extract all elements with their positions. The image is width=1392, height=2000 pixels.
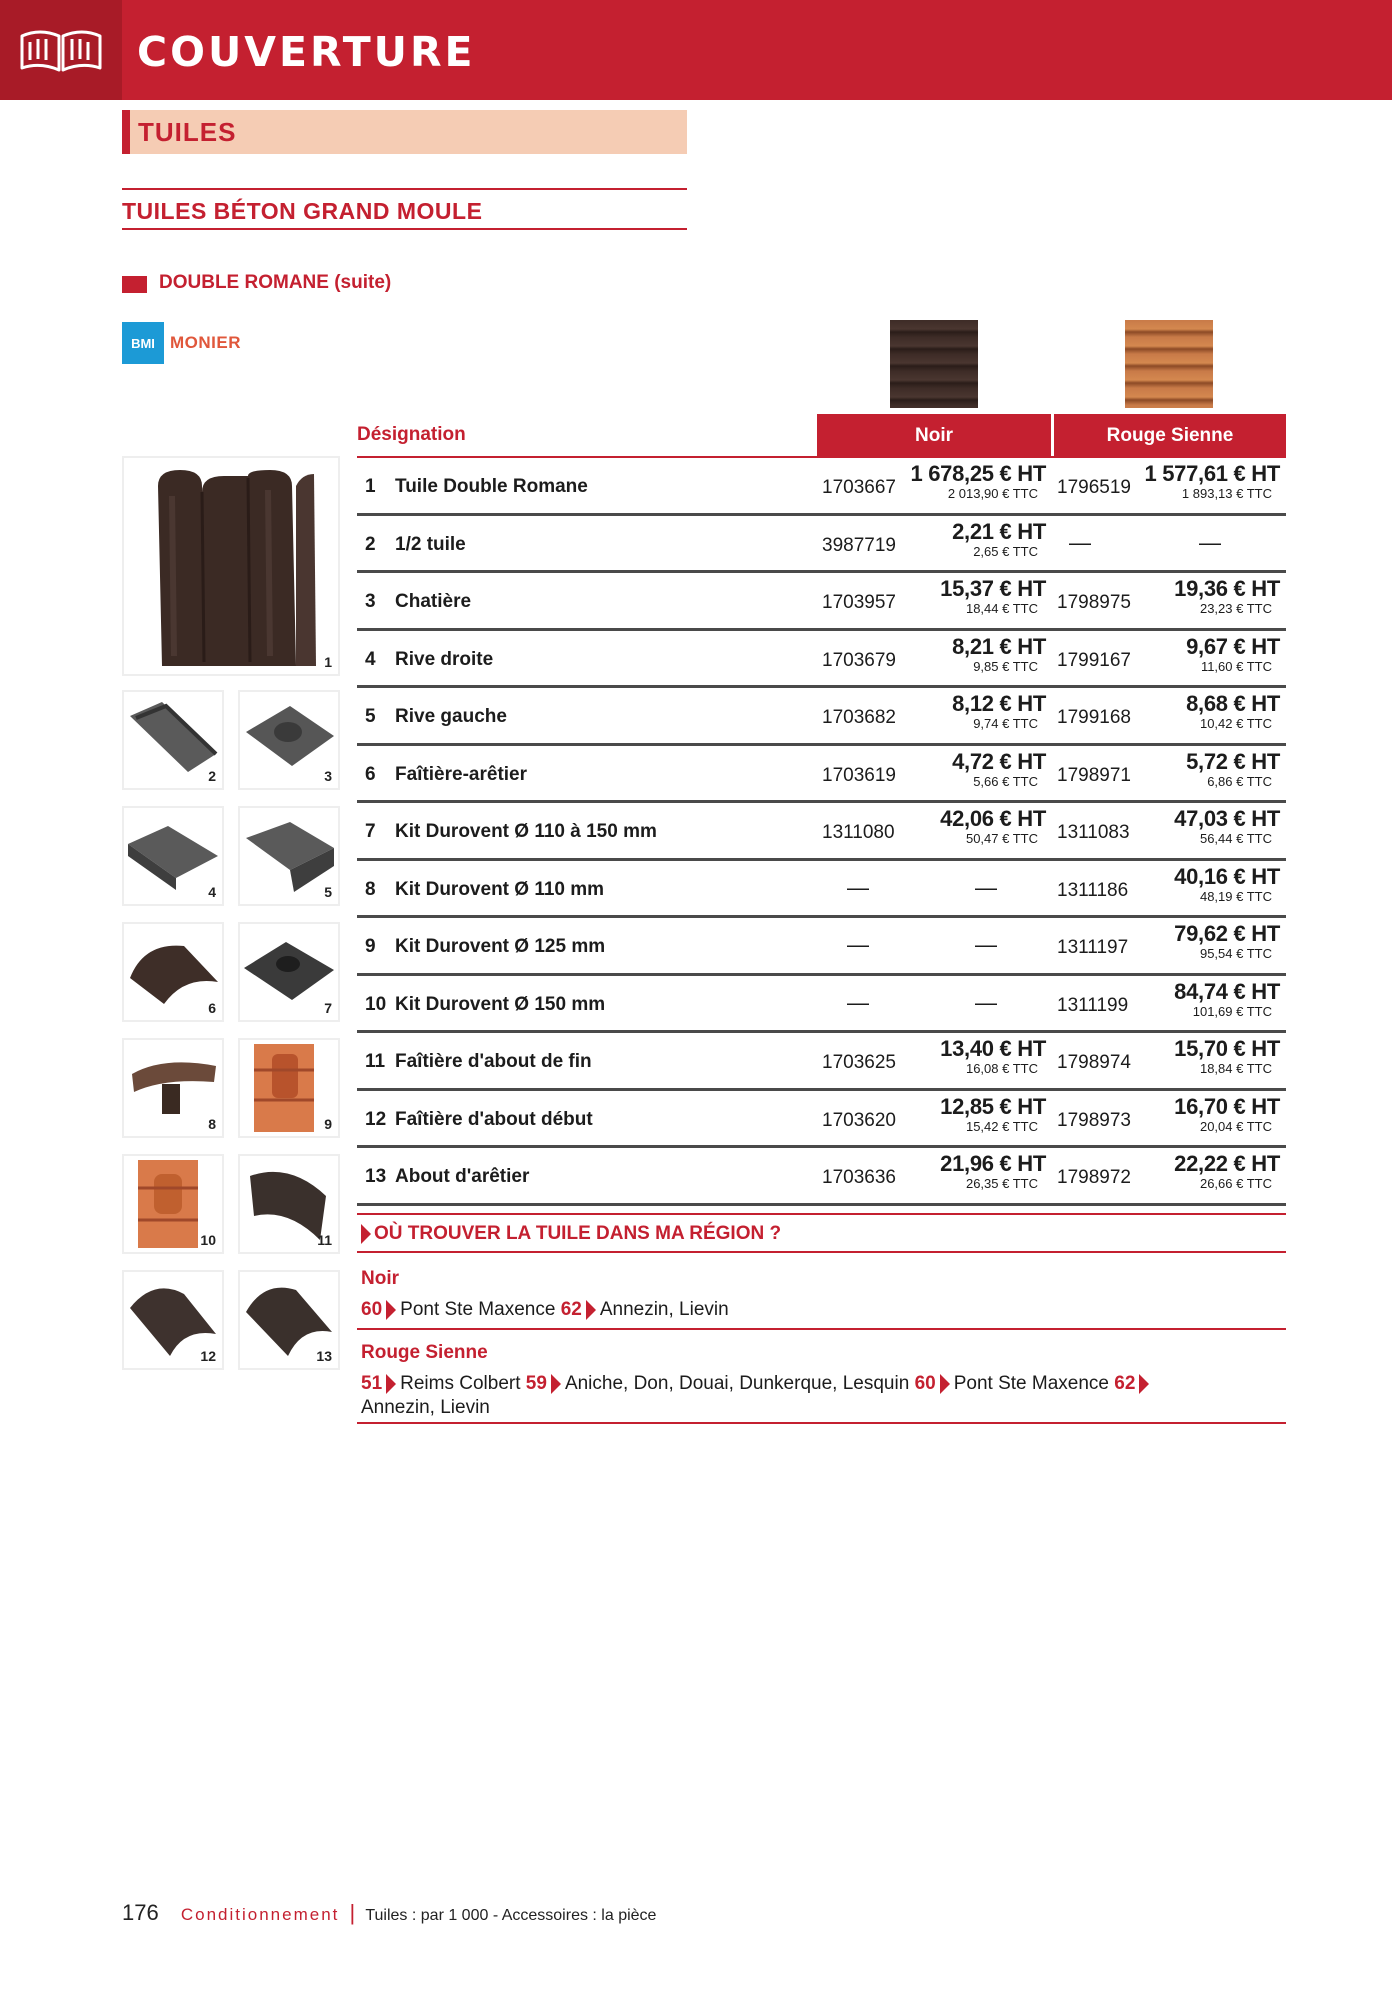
product-table <box>357 458 1286 1206</box>
price-ttc: 2,65 € TTC <box>973 543 1038 559</box>
location-text: Pont Ste Maxence <box>400 1299 556 1320</box>
row-number: 1 <box>365 476 376 497</box>
brand-bmi-mark: BMI <box>122 322 164 364</box>
thumbnail-number: 13 <box>316 1348 332 1364</box>
row-number: 2 <box>365 533 376 555</box>
table-row <box>357 1148 1286 1206</box>
table-row <box>357 861 1286 919</box>
arrow-right-icon <box>940 1374 950 1394</box>
price-ht: 40,16 € HT <box>1174 863 1280 889</box>
price-rouge <box>1120 458 1280 502</box>
ref-rouge: 1311199 <box>1057 994 1129 1016</box>
thumbnail-13 <box>238 1270 340 1370</box>
price-noir <box>886 458 1046 502</box>
ref-noir: — <box>847 932 869 957</box>
row-number: 3 <box>365 591 376 612</box>
ref-rouge: 1796519 <box>1057 477 1131 498</box>
ref-rouge: 1798972 <box>1057 1167 1131 1188</box>
subsection-heading <box>122 188 687 230</box>
price-ht: 15,37 € HT <box>940 576 1046 601</box>
price-ttc: 20,04 € TTC <box>1199 1118 1272 1134</box>
table-row <box>357 631 1286 689</box>
department-number: 62 <box>1114 1373 1136 1394</box>
row-number: 5 <box>365 706 376 727</box>
ref-noir: 1703619 <box>822 764 896 786</box>
thumbnail-number: 9 <box>324 1116 332 1132</box>
ref-noir: 1703620 <box>822 1109 896 1131</box>
product-label: Faîtière d'about début <box>395 1108 593 1130</box>
ref-rouge: 1798971 <box>1057 764 1131 786</box>
tuile-double-romane-image <box>152 466 322 672</box>
arrow-right-icon <box>386 1374 396 1394</box>
ref-rouge: 1799167 <box>1057 649 1131 671</box>
footer-separator: | <box>349 1900 356 1925</box>
thumbnail-number: 12 <box>200 1348 216 1364</box>
price-ttc: 16,08 € TTC <box>965 1061 1038 1076</box>
ref-noir: 3987719 <box>822 534 896 556</box>
row-number: 12 <box>365 1108 387 1130</box>
ref-noir: 1703679 <box>822 649 896 671</box>
table-row <box>357 976 1286 1034</box>
thumbnail-3 <box>238 690 340 790</box>
price-ht: 13,40 € HT <box>940 1036 1046 1061</box>
column-header-noir: Noir <box>817 414 1051 458</box>
region-name: Rouge Sienne <box>361 1342 488 1363</box>
open-book-icon <box>18 26 104 76</box>
price-ttc: 9,74 € TTC <box>973 716 1038 731</box>
price-ttc: 23,23 € TTC <box>1199 601 1272 616</box>
price-ttc: 11,60 € TTC <box>1200 658 1272 674</box>
price-ht: 21,96 € HT <box>940 1151 1046 1176</box>
region-noir <box>357 1268 1286 1330</box>
thumbnail-8 <box>122 1038 224 1138</box>
price-noir: — <box>975 989 997 1015</box>
price-ttc: 18,44 € TTC <box>965 601 1038 616</box>
price-ttc: 26,35 € TTC <box>965 1176 1038 1191</box>
product-label: Tuile Double Romane <box>395 476 588 497</box>
price-rouge <box>1120 631 1280 675</box>
page-footer <box>122 1900 656 1926</box>
region-locations <box>361 1298 1286 1322</box>
price-ttc: 6,86 € TTC <box>1207 773 1272 789</box>
swatch-noir <box>890 320 978 408</box>
price-ht: 15,70 € HT <box>1174 1036 1280 1061</box>
region-name: Noir <box>361 1268 399 1289</box>
thumbnail-5 <box>238 806 340 906</box>
price-ttc: 9,85 € TTC <box>973 658 1038 674</box>
price-ht: 79,62 € HT <box>1174 921 1280 946</box>
conditionnement-label: Conditionnement <box>180 1905 340 1924</box>
ref-noir: 1703625 <box>822 1052 896 1073</box>
ref-rouge: — <box>1069 529 1091 555</box>
product-label: Rive gauche <box>395 706 507 727</box>
subsection-title: TUILES BÉTON GRAND MOULE <box>122 198 483 224</box>
price-ht: 47,03 € HT <box>1174 806 1280 831</box>
arrow-right-icon <box>551 1374 561 1394</box>
table-row <box>357 1033 1286 1091</box>
department-number: 51 <box>361 1373 383 1394</box>
location-text: Aniche, Don, Douai, Dunkerque, Lesquin <box>564 1373 910 1394</box>
region-title: OÙ TROUVER LA TUILE DANS MA RÉGION ? <box>374 1223 782 1244</box>
thumbnail-4 <box>122 806 224 906</box>
product-label: Kit Durovent Ø 110 à 150 mm <box>395 821 657 842</box>
model-title: DOUBLE ROMANE (suite) <box>159 272 392 293</box>
row-number: 13 <box>365 1166 387 1187</box>
price-ht: 2,21 € HT <box>952 518 1046 544</box>
row-number: 10 <box>365 993 387 1015</box>
price-rouge <box>1120 1033 1280 1077</box>
ref-noir: 1703667 <box>822 477 896 498</box>
price-ht: 1 678,25 € HT <box>910 461 1046 486</box>
brand-name: MONIER <box>170 333 241 352</box>
price-ttc: 95,54 € TTC <box>1199 946 1272 961</box>
ref-noir: 1311080 <box>822 822 895 843</box>
price-ht: 9,67 € HT <box>1186 633 1280 659</box>
price-ht: 16,70 € HT <box>1174 1093 1280 1119</box>
table-row <box>357 746 1286 804</box>
ref-rouge: 1311083 <box>1057 822 1130 843</box>
region-rouge-sienne <box>357 1342 1286 1424</box>
price-ttc: 1 893,13 € TTC <box>1181 486 1272 501</box>
thumbnail-number: 8 <box>208 1116 216 1132</box>
ref-rouge: 1799168 <box>1057 707 1131 728</box>
thumbnail-number: 10 <box>200 1232 216 1248</box>
ref-noir: — <box>847 874 869 900</box>
price-ht: 22,22 € HT <box>1174 1151 1280 1176</box>
ref-rouge: 1798974 <box>1057 1052 1131 1073</box>
product-label: Faîtière-arêtier <box>395 763 528 785</box>
arrow-right-icon <box>386 1300 396 1320</box>
price-ttc: 15,42 € TTC <box>965 1118 1038 1134</box>
price-ttc: 26,66 € TTC <box>1199 1176 1272 1191</box>
location-text: Annezin, Lievin <box>361 1397 490 1418</box>
price-rouge <box>1120 688 1280 732</box>
price-noir <box>886 803 1046 847</box>
product-label: Chatière <box>395 591 472 612</box>
arrow-right-icon <box>586 1300 596 1320</box>
thumbnail-number: 3 <box>324 768 332 784</box>
region-locations <box>361 1372 1286 1420</box>
ref-noir: — <box>847 989 869 1015</box>
thumbnail-11 <box>238 1154 340 1254</box>
price-rouge <box>1120 746 1280 790</box>
price-ht: 1 577,61 € HT <box>1144 461 1280 486</box>
price-ttc: 48,19 € TTC <box>1199 888 1272 904</box>
column-header-rouge: Rouge Sienne <box>1054 414 1286 458</box>
row-number: 6 <box>365 763 376 785</box>
row-number: 11 <box>365 1051 386 1072</box>
table-row <box>357 573 1286 631</box>
product-label: Kit Durovent Ø 125 mm <box>395 936 606 957</box>
price-ttc: 2 013,90 € TTC <box>947 486 1038 501</box>
model-marker <box>122 276 147 293</box>
section-heading <box>122 110 687 154</box>
table-row <box>357 458 1286 516</box>
price-noir: — <box>975 874 997 900</box>
price-ttc: 101,69 € TTC <box>1192 1003 1272 1019</box>
price-rouge <box>1120 861 1280 905</box>
price-noir <box>886 1148 1046 1192</box>
thumbnail-2 <box>122 690 224 790</box>
price-rouge <box>1120 976 1280 1020</box>
product-label: Kit Durovent Ø 110 mm <box>395 878 605 900</box>
thumbnail-number: 6 <box>208 1000 216 1016</box>
price-ht: 19,36 € HT <box>1174 576 1280 601</box>
product-label: Faîtière d'about de fin <box>395 1051 592 1072</box>
arrow-right-icon <box>361 1224 371 1244</box>
row-number: 9 <box>365 936 376 957</box>
price-noir <box>886 1033 1046 1077</box>
department-number: 60 <box>914 1373 936 1394</box>
price-ht: 8,12 € HT <box>952 691 1046 716</box>
thumbnail-number: 1 <box>324 654 332 670</box>
thumbnail-1 <box>122 456 340 676</box>
page-number: 176 <box>122 1900 159 1925</box>
product-label: Kit Durovent Ø 150 mm <box>395 993 606 1015</box>
price-ht: 8,68 € HT <box>1186 691 1280 716</box>
product-label: 1/2 tuile <box>395 533 466 555</box>
table-row <box>357 516 1286 574</box>
row-number: 8 <box>365 878 376 900</box>
price-noir <box>886 1091 1046 1135</box>
location-text: Annezin, Lievin <box>599 1299 729 1320</box>
price-rouge: — <box>1199 529 1221 555</box>
price-noir <box>886 746 1046 790</box>
price-ht: 8,21 € HT <box>952 633 1046 659</box>
price-ttc: 10,42 € TTC <box>1199 716 1272 731</box>
designation-header: Désignation <box>357 424 466 445</box>
thumbnail-12 <box>122 1270 224 1370</box>
price-ttc: 5,66 € TTC <box>973 773 1038 789</box>
price-rouge <box>1120 573 1280 617</box>
product-label: About d'arêtier <box>395 1166 530 1187</box>
swatch-rouge-sienne <box>1125 320 1213 408</box>
price-ttc: 50,47 € TTC <box>965 831 1038 846</box>
price-rouge <box>1120 918 1280 962</box>
arrow-right-icon <box>1139 1374 1149 1394</box>
row-number: 7 <box>365 821 376 842</box>
ref-rouge: 1311186 <box>1057 879 1129 901</box>
price-rouge <box>1120 803 1280 847</box>
header-icon-box <box>0 0 122 100</box>
thumbnail-number: 5 <box>324 884 332 900</box>
row-number: 4 <box>365 648 376 670</box>
page-header <box>0 0 1392 100</box>
price-noir <box>886 631 1046 675</box>
department-number: 60 <box>361 1299 383 1320</box>
thumbnail-number: 11 <box>317 1232 332 1248</box>
region-heading <box>357 1213 1286 1253</box>
ref-rouge: 1798975 <box>1057 592 1131 613</box>
table-row <box>357 918 1286 976</box>
price-rouge <box>1120 1148 1280 1192</box>
price-noir <box>886 516 1046 560</box>
price-rouge <box>1120 1091 1280 1135</box>
price-noir: — <box>975 932 997 957</box>
location-text: Pont Ste Maxence <box>953 1373 1109 1394</box>
thumbnail-9 <box>238 1038 340 1138</box>
thumbnail-10 <box>122 1154 224 1254</box>
department-number: 62 <box>560 1299 582 1320</box>
ref-noir: 1703957 <box>822 592 896 613</box>
brand-logo <box>122 322 241 364</box>
price-ttc: 56,44 € TTC <box>1199 831 1272 846</box>
thumbnail-7 <box>238 922 340 1022</box>
ref-rouge: 1311197 <box>1057 937 1129 958</box>
department-number: 59 <box>525 1373 547 1394</box>
thumbnail-number: 2 <box>208 768 216 784</box>
table-row <box>357 1091 1286 1149</box>
price-ht: 12,85 € HT <box>940 1093 1046 1119</box>
table-row <box>357 688 1286 746</box>
section-title: TUILES <box>138 117 237 147</box>
location-text: Reims Colbert <box>400 1373 521 1394</box>
price-ttc: 18,84 € TTC <box>1199 1061 1272 1076</box>
ref-noir: 1703682 <box>822 707 896 728</box>
price-ht: 5,72 € HT <box>1186 748 1280 774</box>
ref-rouge: 1798973 <box>1057 1109 1131 1131</box>
page-title: COUVERTURE <box>137 28 476 76</box>
price-noir <box>886 573 1046 617</box>
price-ht: 84,74 € HT <box>1174 978 1280 1004</box>
ref-noir: 1703636 <box>822 1167 896 1188</box>
product-label: Rive droite <box>395 648 494 670</box>
table-row <box>357 803 1286 861</box>
price-ht: 4,72 € HT <box>952 748 1046 774</box>
thumbnail-number: 4 <box>208 884 216 900</box>
thumbnail-number: 7 <box>324 1000 332 1016</box>
thumbnail-6 <box>122 922 224 1022</box>
packaging-note: Tuiles : par 1 000 - Accessoires : la pièce <box>365 1907 657 1924</box>
price-noir <box>886 688 1046 732</box>
price-ht: 42,06 € HT <box>940 806 1046 831</box>
